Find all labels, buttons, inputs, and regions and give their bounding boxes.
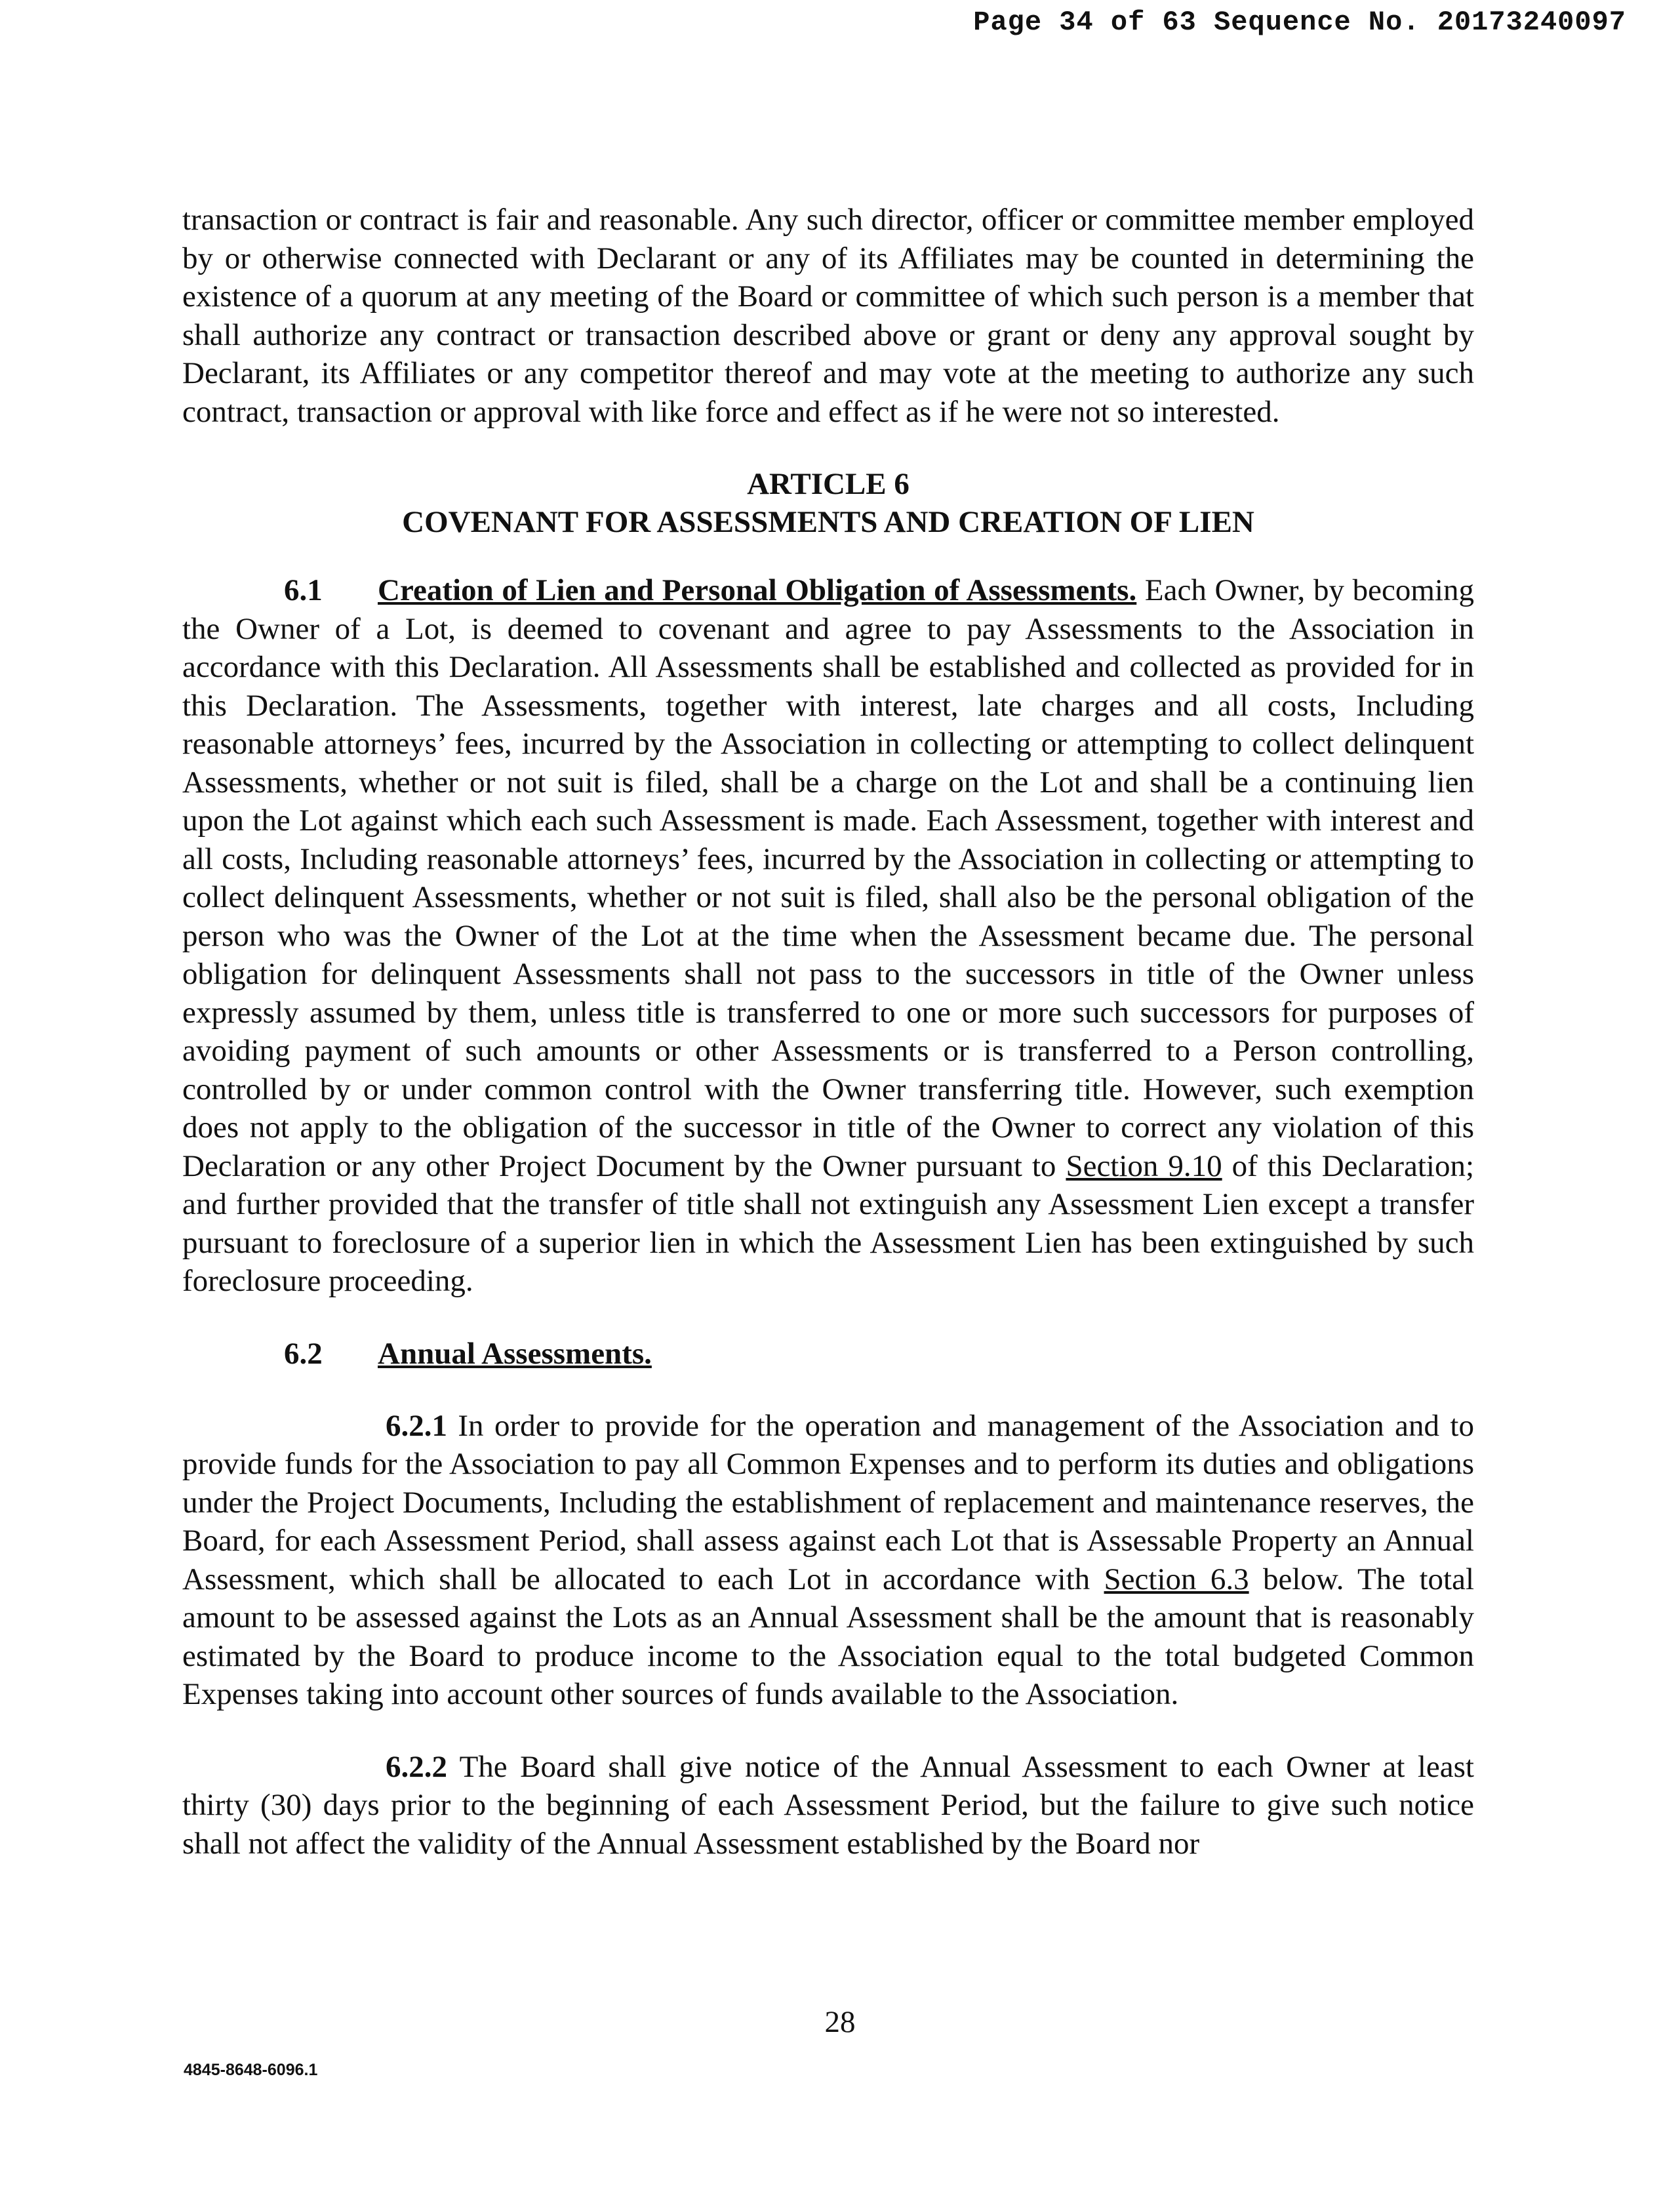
article-number: ARTICLE 6 [747,467,910,501]
article-title: COVENANT FOR ASSESSMENTS AND CREATION OF LIEN [402,505,1254,539]
section-number: 6.1 [284,573,323,607]
section-reference: Section 6.3 [1104,1562,1249,1596]
section-title: Creation of Lien and Personal Obligation of Assessments. [378,573,1137,607]
subsection-number: 6.2.1 [386,1408,447,1443]
section-number: 6.2 [284,1336,323,1371]
subsection-text: below. The total amount to be assessed against the Lots as an Annual Assessment shall be the amount that is reasonably estimated by the Board to produce income to the Association equal to the total budgeted Common Expenses taking into account other sources of funds available to the Association. [182,1562,1474,1711]
document-page [182,201,1474,1863]
document-id: 4845-8648-6096.1 [184,2061,318,2079]
section-text: Each Owner, by becoming the Owner of a Lot, is deemed to covenant and agree to pay Assessments to the Association in accordance with this Declaration. All Assessments shall be established and collected as provided for in this Declaration. The Assessments, together with interest, late charges and all costs, Including reasonable attorneys’ fees, incurred by the Association in collecting or attempting to collect delinquent Assessments, whether or not suit is filed, shall be a charge on the Lot and shall be a continuing lien upon the Lot against which each such Assessment is made. Each Assessment, together with interest and all costs, Including reasonable attorneys’ fees, incurred by the Association in collecting or attempting to collect delinquent Assessments, whether or not suit is filed, shall also be the personal obligation of the person who was the Owner of the Lot at the time when the Assessment became due. The personal obligation for delinquent Assessments shall not pass to the successors in title of the Owner unless expressly assumed by them, unless title is transferred to one or more such successors for purposes of avoiding payment of such amounts or other Assessments or is transferred to a Person controlling, controlled by or under common control with the Owner transferring title. However, such exemption does not apply to the obligation of the successor in title of the Owner to correct any violation of this Declaration or any other Project Document by the Owner pursuant to [182,573,1474,1183]
section-6-1 [182,571,1474,1301]
section-text: of this Declaration; and further provided that the transfer of title shall not extinguish any Assessment Lien except a transfer pursuant to foreclosure of a superior lien in which the Assessment Lien has been extinguished by such foreclosure proceeding. [182,1148,1474,1298]
subsection-text: The Board shall give notice of the Annual Assessment to each Owner at least thirty (30) days prior to the beginning of each Assessment Period, but the failure to give such notice shall not affect the validity of the Annual Assessment established by the Board nor [182,1749,1474,1861]
section-reference: Section 9.10 [1066,1148,1222,1183]
section-title: Annual Assessments. [378,1336,652,1371]
intro-paragraph: transaction or contract is fair and reasonable. Any such director, officer or committee member employed by or otherwise connected with Declarant or any of its Affiliates may be counted in determining the existence of a quorum at any meeting of the Board or committee of which such person is a member that shall authorize any contract or transaction described above or grant or deny any approval sought by Declarant, its Affiliates or any competitor thereof and may vote at the meeting to authorize any such contract, transaction or approval with like force and effect as if he were not so interested. [182,203,1474,429]
page-number: 28 [824,2005,856,2039]
section-6-2-2 [182,1748,1474,1863]
section-6-2-heading [182,1335,1474,1373]
article-heading [182,465,1474,541]
sequence-stamp: Page 34 of 63 Sequence No. 20173240097 [973,7,1626,38]
section-6-2-1 [182,1407,1474,1714]
subsection-number: 6.2.2 [386,1749,447,1784]
subsection-text: In order to provide for the operation and management of the Association and to provide funds for the Association to pay all Common Expenses and to perform its duties and obligations under the Project Documents, Including the establishment of replacement and maintenance reserves, the Board, for each Assessment Period, shall assess against each Lot that is Assessable Property an Annual Assessment, which shall be allocated to each Lot in accordance with [182,1408,1474,1596]
